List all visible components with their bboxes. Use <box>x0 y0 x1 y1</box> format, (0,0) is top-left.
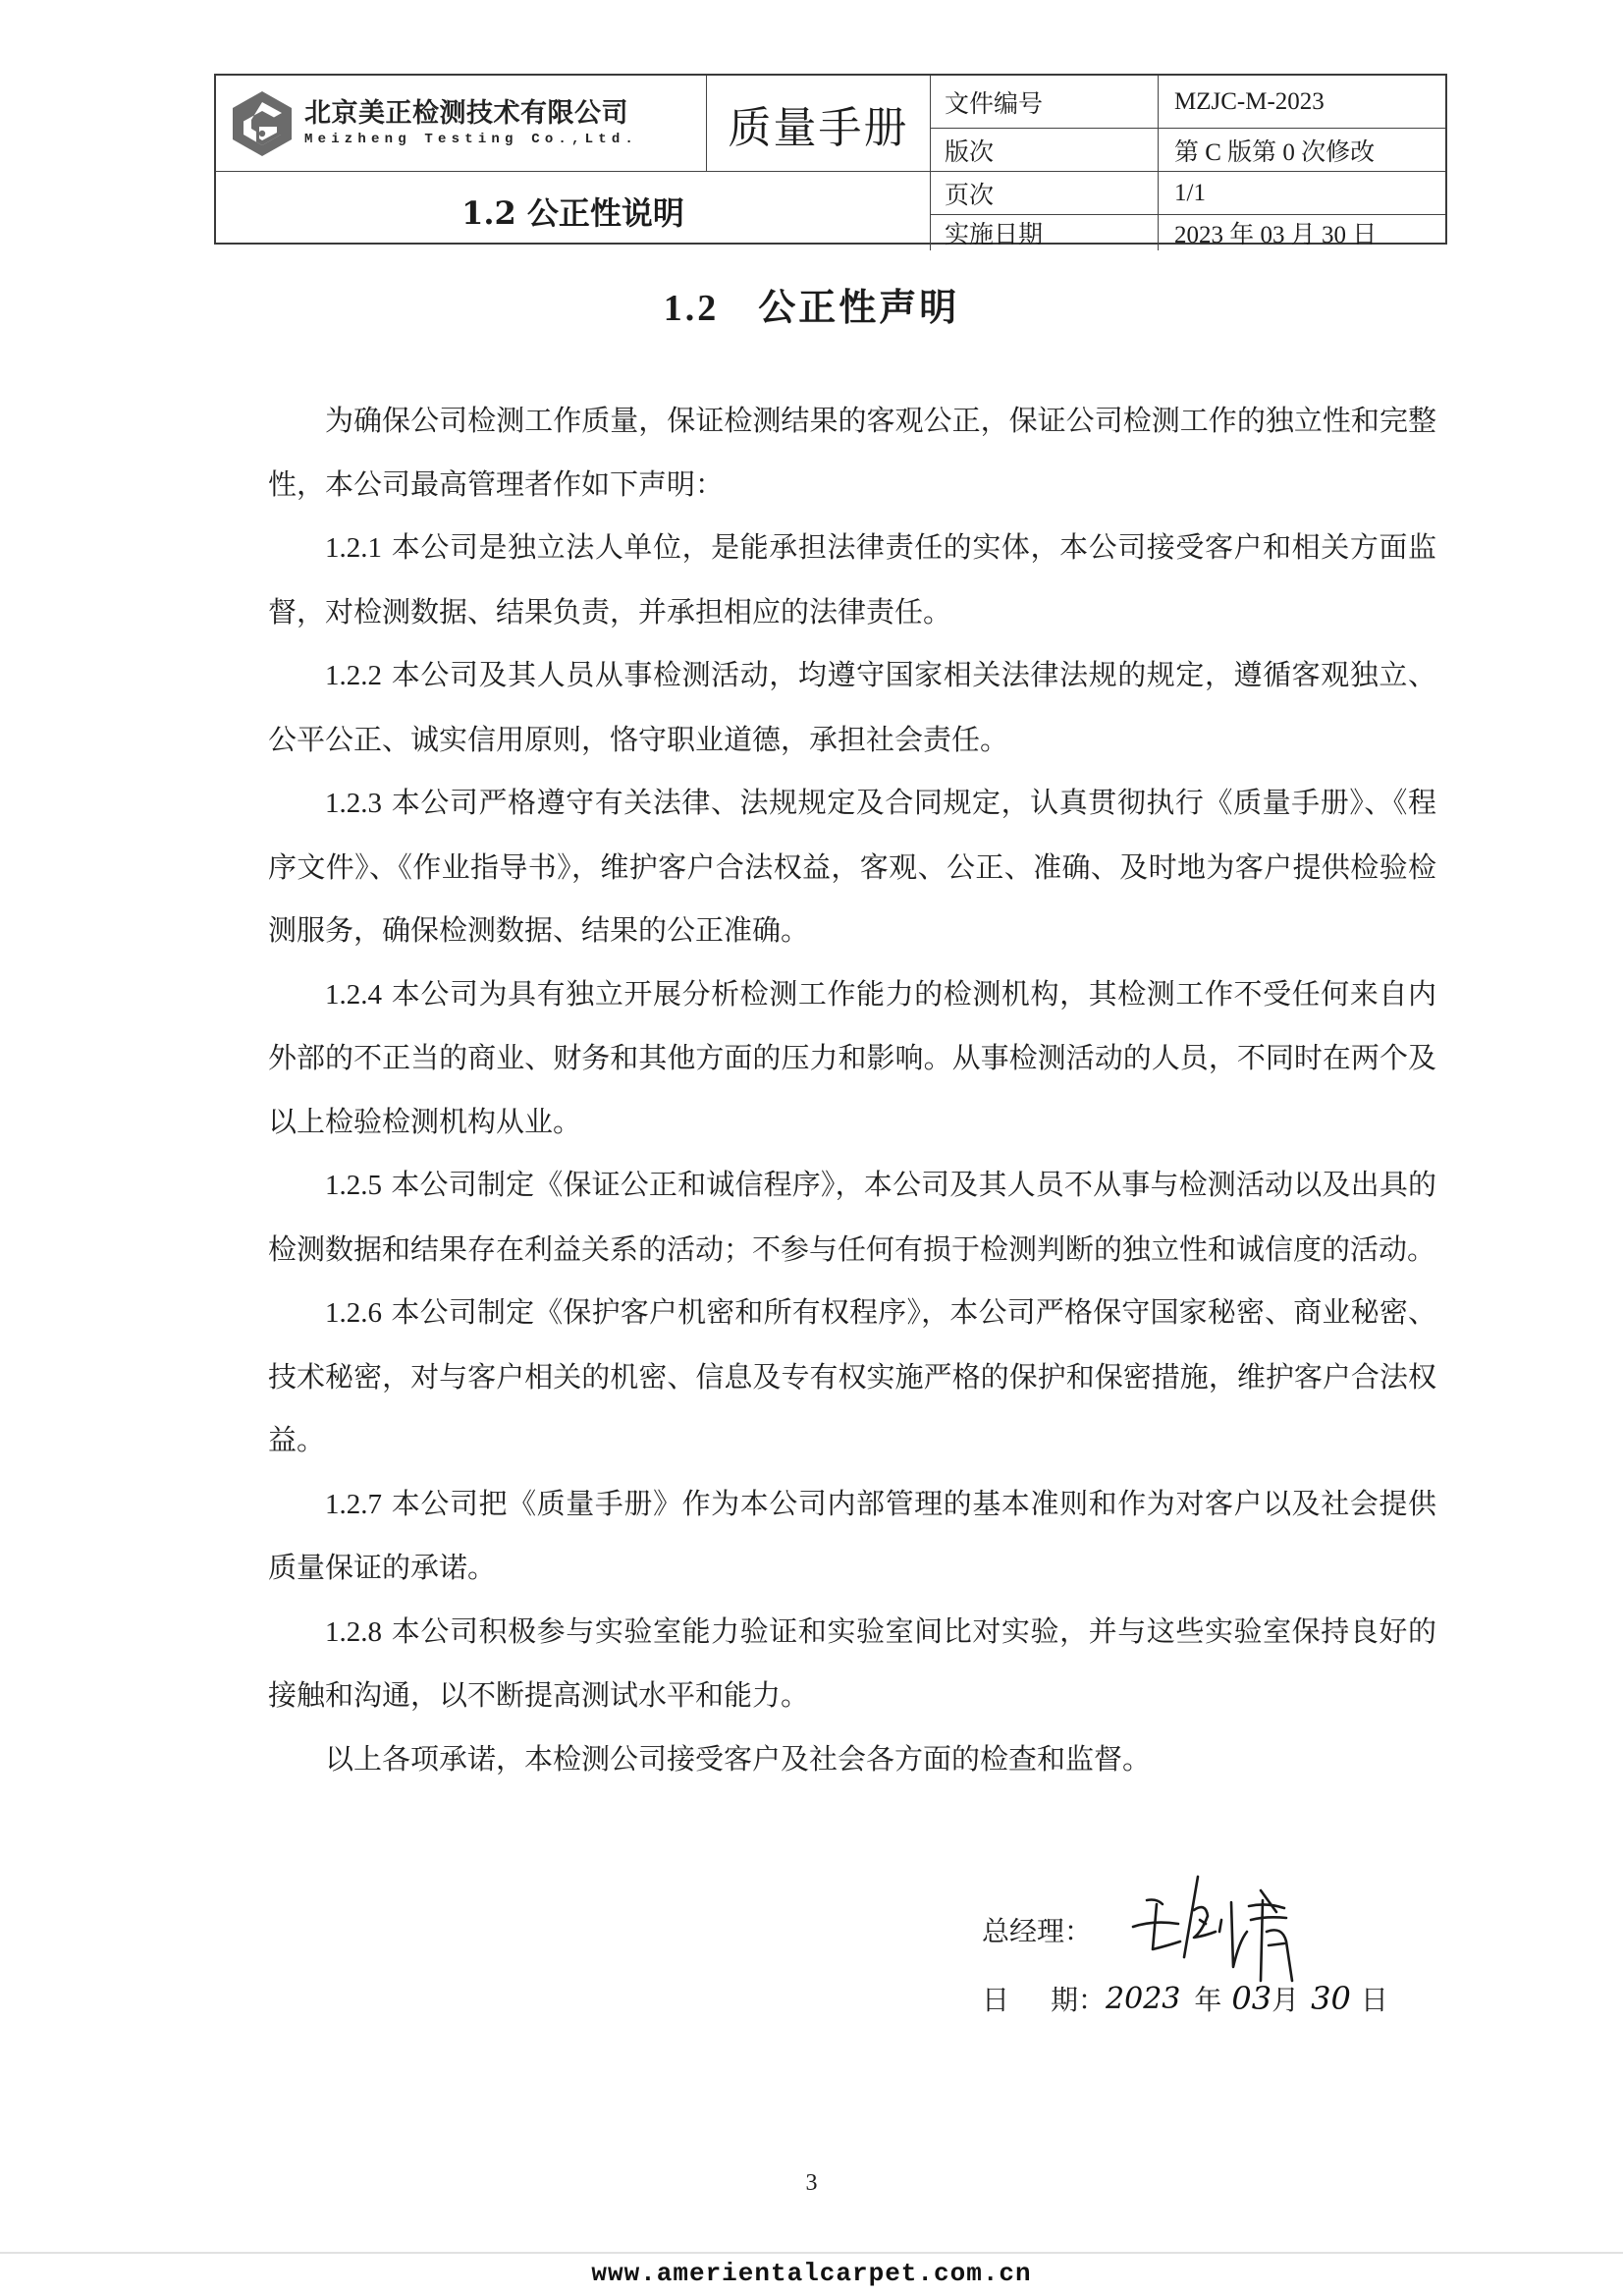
document-title-text: 公正性声明 <box>758 285 960 329</box>
field-value-effective-date: 2023 年 03 月 30 日 <box>1174 222 1378 248</box>
document-title-number: 1.2 <box>663 288 720 329</box>
clause-number: 1.2.3 <box>325 788 382 819</box>
clause-1-2-7 <box>268 1472 1436 1600</box>
clause-text: 本公司把《质量手册》作为本公司内部管理的基本准则和作为对客户以及社会提供质量保证的承诺。 <box>268 1486 1436 1584</box>
date-month-handwritten: 03 <box>1231 1980 1272 2017</box>
clause-text: 本公司制定《保护客户机密和所有权程序》，本公司严格保守国家秘密、商业秘密、技术秘密，对与客户相关的机密、信息及专有权实施严格的保护和保密措施，维护客户合法权益。 <box>268 1295 1436 1456</box>
clause-text: 本公司积极参与实验室能力验证和实验室间比对实验，并与这些实验室保持良好的接触和沟通，以不断提高测试水平和能力。 <box>268 1613 1436 1712</box>
field-label-document-number: 文件编号 <box>931 76 1159 129</box>
company-name <box>304 99 638 147</box>
date-month-unit: 月 <box>1271 1984 1300 2016</box>
field-value-page: 1/1 <box>1159 172 1445 215</box>
document-header-table <box>214 74 1447 248</box>
clause-text: 本公司为具有独立开展分析检测工作能力的检测机构，其检测工作不受任何来自内外部的不正当的商业、财务和其他方面的压力和影响。从事检测活动的人员，不同时在两个及以上检验检测机构从业。 <box>268 976 1436 1138</box>
clause-text: 本公司严格遵守有关法律、法规规定及合同规定，认真贯彻执行《质量手册》、《程序文件》、《作业指导书》，维护客户合法权益，客观、公正、准确、及时地为客户提供检验检测服务，确保检测数据、结果的公正准确。 <box>268 786 1436 947</box>
section-title: 1.2 公正性说明 <box>216 172 931 250</box>
date-day-unit: 日 <box>1360 1984 1388 2016</box>
clause-number: 1.2.5 <box>325 1170 382 1201</box>
field-label-page: 页次 <box>931 172 1159 215</box>
clause-text: 本公司制定《保证公正和诚信程序》，本公司及其人员不从事与检测活动以及出具的检测数据和结果存在利益关系的活动；不参与任何有损于检测判断的独立性和诚信度的活动。 <box>268 1168 1436 1266</box>
page-number: 3 <box>805 2170 818 2196</box>
clause-number: 1.2.8 <box>325 1615 382 1648</box>
manager-row <box>982 1900 1388 1959</box>
company-name-cn: 北京美正检测技术有限公司 <box>304 97 628 129</box>
signature-block <box>982 1900 1388 2028</box>
document-type: 质量手册 <box>707 76 931 172</box>
clause-number: 1.2.7 <box>325 1488 382 1520</box>
field-value-document-number: MZJC-M-2023 <box>1159 76 1445 129</box>
document-body <box>268 389 1436 1790</box>
closing-paragraph: 以上各项承诺，本检测公司接受客户及社会各方面的检查和监督。 <box>325 1741 1152 1776</box>
date-day-handwritten: 30 <box>1311 1980 1351 2017</box>
company-logo-cell <box>216 76 707 172</box>
date-year-unit: 年 <box>1194 1984 1222 2016</box>
company-name-en: Meizheng Testing Co.,Ltd. <box>304 131 639 147</box>
hexagon-g-logo-icon <box>230 89 295 158</box>
date-year-handwritten: 2023 <box>1106 1981 1181 2016</box>
clause-text: 本公司及其人员从事检测活动，均遵守国家相关法律法规的规定，遵循客观独立、公平公正、诚实信用原则，恪守职业道德，承担社会责任。 <box>268 658 1436 756</box>
clause-1-2-4 <box>268 962 1436 1154</box>
footer-divider <box>0 2252 1623 2254</box>
clause-1-2-5 <box>268 1153 1436 1281</box>
clause-number: 1.2.6 <box>325 1297 382 1329</box>
clause-1-2-8 <box>268 1600 1436 1727</box>
clause-1-2-2 <box>268 643 1436 771</box>
manager-label: 总经理： <box>982 1915 1093 1947</box>
clause-1-2-1 <box>268 516 1436 643</box>
clause-1-2-6 <box>268 1281 1436 1472</box>
field-label-effective-date: 实施日期 <box>931 215 1159 250</box>
date-row <box>982 1969 1388 2028</box>
intro-paragraph: 为确保公司检测工作质量，保证检测结果的客观公正，保证公司检测工作的独立性和完整性，本公司最高管理者作如下声明： <box>268 404 1436 501</box>
clause-number: 1.2.1 <box>325 532 382 564</box>
field-label-edition: 版次 <box>931 129 1159 172</box>
field-value-edition: 第 C 版第 0 次修改 <box>1159 129 1445 172</box>
date-label: 日 期： <box>982 1984 1107 2016</box>
clause-number: 1.2.4 <box>325 978 382 1011</box>
clause-number: 1.2.2 <box>325 660 382 691</box>
document-title <box>0 277 1623 331</box>
clause-1-2-3 <box>268 771 1436 962</box>
footer-watermark-url: www.amerientalcarpet.com.cn <box>591 2259 1032 2288</box>
clause-text: 本公司是独立法人单位，是能承担法律责任的实体，本公司接受客户和相关方面监督，对检测数据、结果负责，并承担相应的法律责任。 <box>268 530 1436 629</box>
